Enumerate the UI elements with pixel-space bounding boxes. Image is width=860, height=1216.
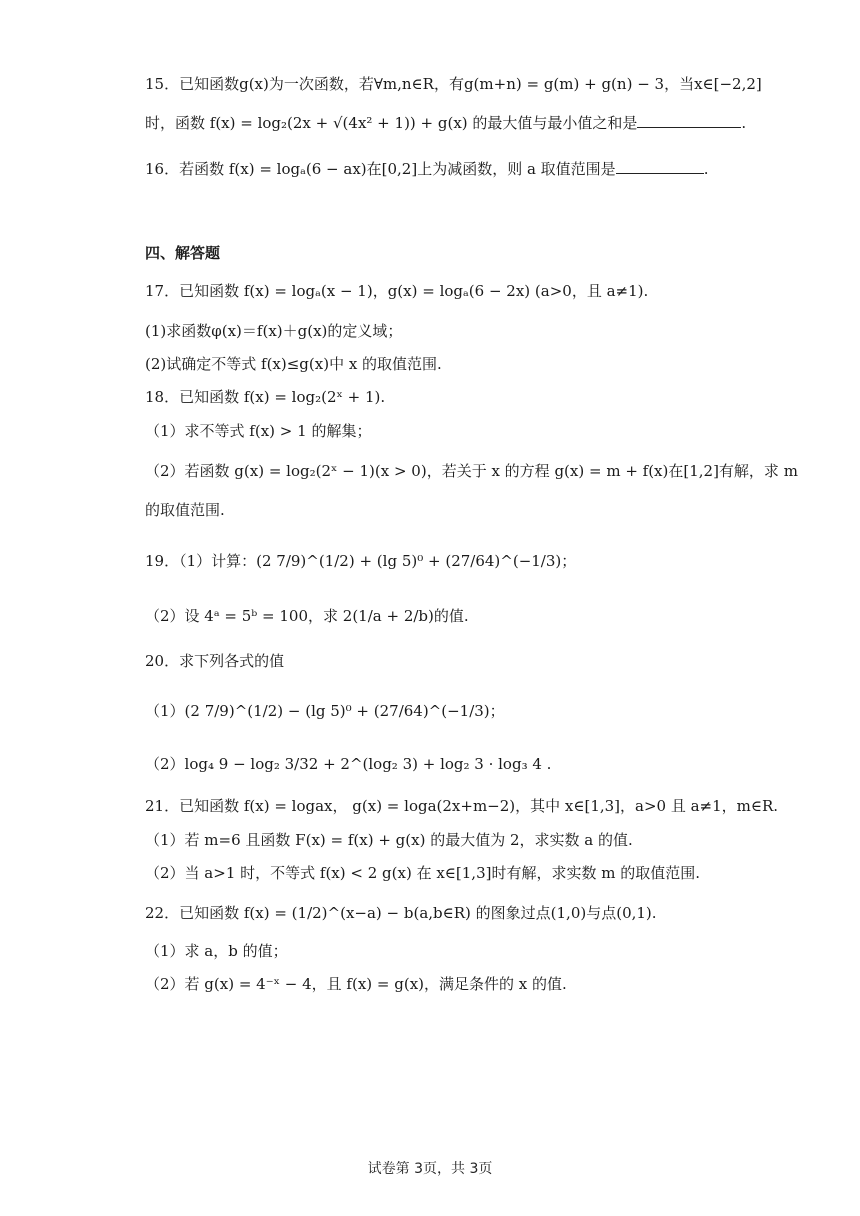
q20-part2: （2）log₄ 9 − log₂ 3/32 + 2^(log₂ 3) + log₂ 3 · log₃ 4 .: [145, 755, 552, 773]
q18-line1: 18．已知函数 f(x) = log₂(2ˣ + 1).: [145, 388, 386, 406]
q21-part2: （2）当 a>1 时，不等式 f(x) < 2 g(x) 在 x∈[1,3]时有解，求实数 m 的取值范围.: [145, 864, 700, 882]
q19-part1: 19．（1）计算：(2 7/9)^(1/2) + (lg 5)⁰ + (27/64)^(−1/3)；: [145, 552, 577, 570]
q22-part1: （1）求 a，b 的值；: [145, 942, 288, 960]
q15-line2-text: 时，函数 f(x) = log₂(2x + √(4x² + 1)) + g(x) 的最大值与最小值之和是: [145, 114, 638, 132]
q22-part2: （2）若 g(x) = 4⁻ˣ − 4，且 f(x) = g(x)，满足条件的 x 的值.: [145, 975, 567, 993]
q17-part1: (1)求函数φ(x)＝f(x)＋g(x)的定义域；: [145, 322, 403, 340]
q15-line1: 15．已知函数g(x)为一次函数，若∀m,n∈R，有g(m+n) = g(m) + g(n) − 3，当x∈[−2,2]: [145, 75, 762, 93]
q17-line1: 17．已知函数 f(x) = logₐ(x − 1)，g(x) = logₐ(6 − 2x) (a>0，且 a≠1).: [145, 282, 649, 300]
section-heading: 四、解答题: [145, 244, 221, 262]
q20-part1: （1）(2 7/9)^(1/2) − (lg 5)⁰ + (27/64)^(−1/3)；: [145, 702, 505, 720]
q18-part2b: 的取值范围.: [145, 501, 225, 519]
q19-part2: （2）设 4ᵃ = 5ᵇ = 100，求 2(1/a + 2/b)的值.: [145, 607, 469, 625]
q22-line1: 22．已知函数 f(x) = (1/2)^(x−a) − b(a,b∈R) 的图象过点(1,0)与点(0,1).: [145, 904, 657, 922]
q20-line1: 20．求下列各式的值: [145, 652, 285, 670]
q21-line1: 21．已知函数 f(x) = logax， g(x) = loga(2x+m−2)，其中 x∈[1,3]，a>0 且 a≠1，m∈R.: [145, 797, 779, 815]
q15-answer-blank: [637, 113, 741, 128]
q16-line: [145, 158, 708, 180]
page-footer: 试卷第 3页，共 3页: [367, 1161, 493, 1177]
q15-line2: [145, 112, 746, 134]
q17-part2: (2)试确定不等式 f(x)≤g(x)中 x 的取值范围.: [145, 355, 442, 373]
q16-text: 16．若函数 f(x) = logₐ(6 − ax)在[0,2]上为减函数，则 a 取值范围是: [145, 160, 616, 178]
q16-answer-blank: [616, 159, 704, 174]
q21-part1: （1）若 m=6 且函数 F(x) = f(x) + g(x) 的最大值为 2，求实数 a 的值.: [145, 831, 633, 849]
q15-end: .: [741, 114, 747, 132]
q18-part2a: （2）若函数 g(x) = log₂(2ˣ − 1)(x > 0)，若关于 x 的方程 g(x) = m + f(x)在[1,2]有解，求 m: [145, 462, 798, 480]
q18-part1: （1）求不等式 f(x) > 1 的解集；: [145, 422, 372, 440]
q16-end: .: [703, 160, 709, 178]
